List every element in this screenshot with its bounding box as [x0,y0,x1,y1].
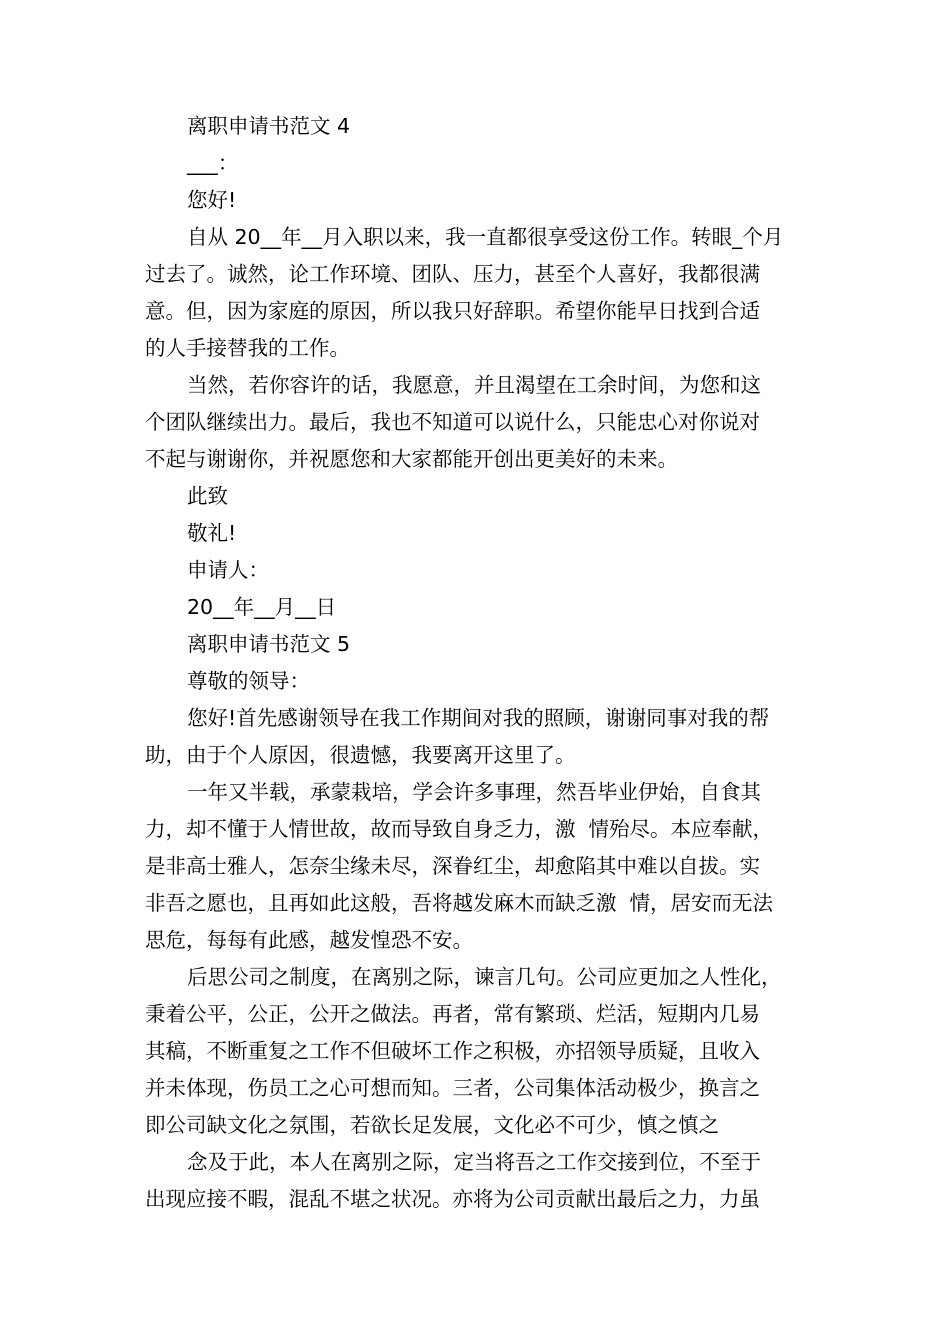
paragraph-line: 其稿，不断重复之工作不但破坏工作之积极，亦招领导质疑，且收入 [145,1039,760,1063]
paragraph-line: 即公司缺文化之氛围，若欲长足发展，文化必不可少，慎之慎之 [145,1113,719,1137]
date-line: 20__年__月__日 [187,595,337,619]
applicant-label: 申请人： [187,558,269,582]
paragraph-line: 力，却不懂于人情世故，故而导致自身乏力，激 情殆尽。本应奉献， [145,817,774,841]
paragraph-line: 过去了。诚然，论工作环境、团队、压力，甚至个人喜好，我都很满 [145,262,760,286]
heading-sample-5: 离职申请书范文 5 [187,632,351,656]
paragraph-line: 非吾之愿也，且再如此这般，吾将越发麻木而缺乏激 情，居安而无法 [145,891,774,915]
paragraph-line: 当然，若你容许的话，我愿意，并且渴望在工余时间，为您和这 [187,373,761,397]
paragraph-line: 出现应接不暇，混乱不堪之状况。亦将为公司贡献出最后之力，力虽 [145,1187,760,1211]
paragraph-line: 秉着公平，公正，公开之做法。再者，常有繁琐、烂活，短期内几易 [145,1002,760,1026]
greeting: 您好! [187,188,237,212]
paragraph-line: 自从 20__年__月入职以来，我一直都很享受这份工作。转眼_个月 [187,225,784,249]
paragraph-line: 并未体现，伤员工之心可想而知。三者，公司集体活动极少，换言之 [145,1076,760,1100]
heading-sample-4: 离职申请书范文 4 [187,114,351,138]
paragraph-line: 您好!首先感谢领导在我工作期间对我的照顾，谢谢同事对我的帮 [187,706,770,730]
paragraph-line: 不起与谢谢你，并祝愿您和大家都能开创出更美好的未来。 [145,447,678,471]
paragraph-line: 意。但，因为家庭的原因，所以我只好辞职。希望你能早日找到合适 [145,299,760,323]
paragraph-line: 念及于此，本人在离别之际，定当将吾之工作交接到位，不至于 [187,1150,761,1174]
paragraph-line: 助，由于个人原因，很遗憾，我要离开这里了。 [145,743,576,767]
paragraph-line: 一年又半载，承蒙栽培，学会许多事理，然吾毕业伊始，自食其 [187,780,761,804]
closing-cizhi: 此致 [187,484,228,508]
closing-jingli: 敬礼! [187,521,237,545]
paragraph-line: 个团队继续出力。最后，我也不知道可以说什么，只能忠心对你说对 [145,410,760,434]
paragraph-line: 思危，每每有此感，越发惶恐不安。 [145,928,473,952]
salutation-leader: 尊敬的领导： [187,669,310,693]
paragraph-line: 后思公司之制度，在离别之际，谏言几句。公司应更加之人性化， [187,965,782,989]
paragraph-line: 的人手接替我的工作。 [145,336,350,360]
paragraph-line: 是非高士雅人，怎奈尘缘未尽，深眷红尘，却愈陷其中难以自拔。实 [145,854,760,878]
document-body [145,108,810,1218]
salutation-blank: ___： [187,151,239,175]
